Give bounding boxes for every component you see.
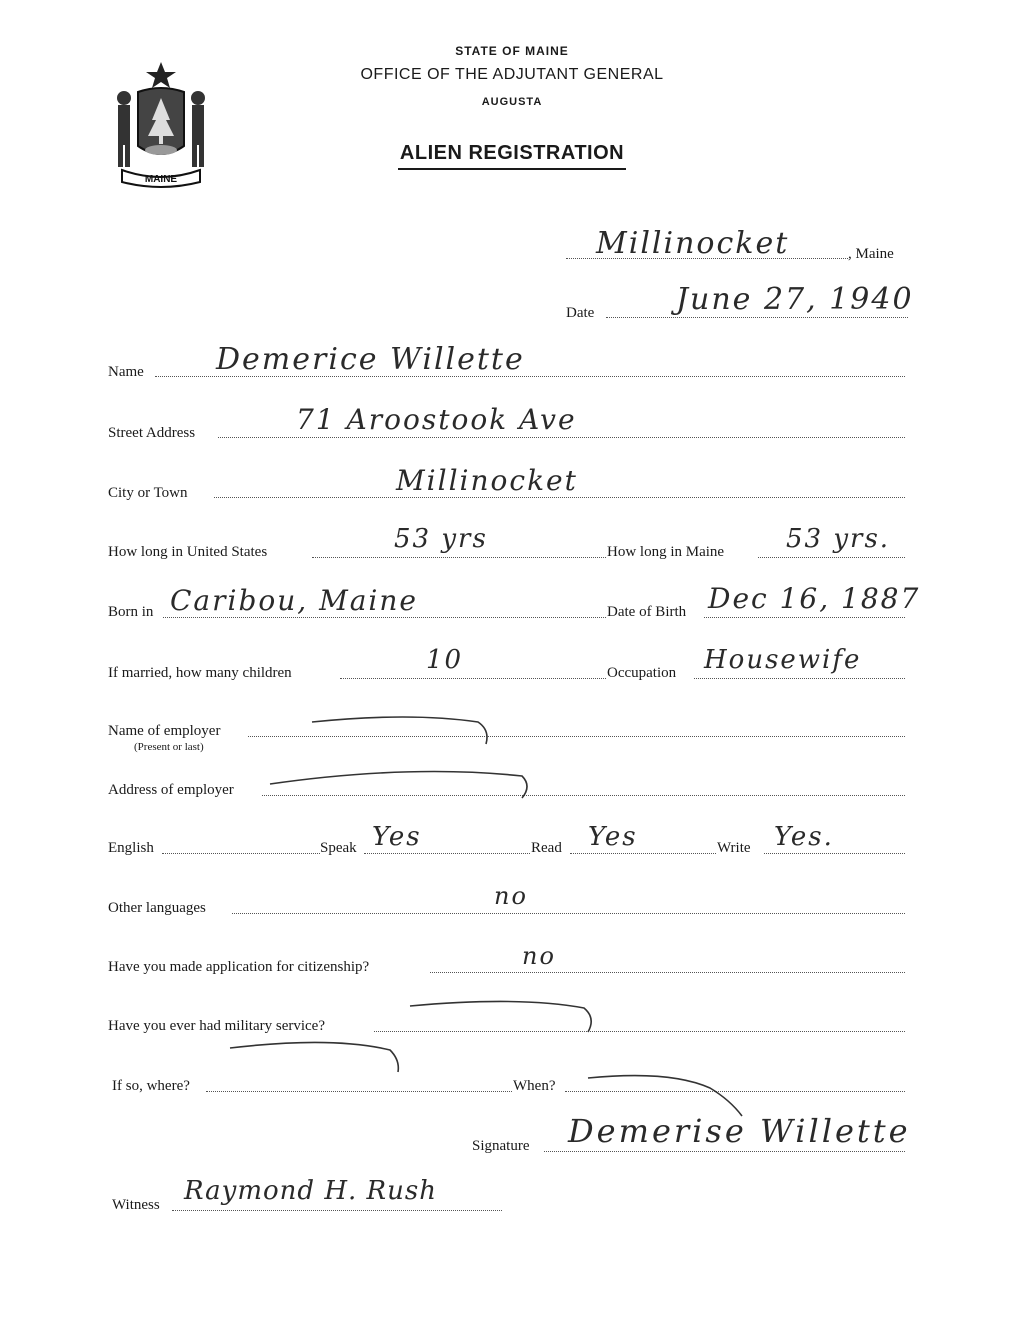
write-value: Yes. [774,822,834,852]
how-long-us-value: 53 yrs [394,524,488,554]
occupation-line [694,678,905,679]
city-heading: AUGUSTA [481,96,543,108]
children-value: 10 [426,645,464,675]
write-label: Write [717,840,751,856]
how-long-maine-line [758,557,905,558]
other-languages-line [232,913,905,914]
date-label: Date [566,305,595,321]
children-label: If married, how many children [108,665,292,681]
place-label: , Maine [848,246,894,262]
signature-value: Demerise Willette [568,1112,911,1150]
citizenship-label: Have you made application for citizenship? [108,959,370,975]
office-heading: OFFICE OF THE ADJUTANT GENERAL [360,66,664,83]
read-value: Yes [588,822,638,852]
date-value: June 27, 1940 [676,282,914,317]
citizenship-value: no [522,942,556,970]
date-of-birth-line [704,617,905,618]
city-town-line [214,497,905,498]
read-line [570,853,716,854]
date-of-birth-value: Dec 16, 1887 [708,582,921,615]
street-address-label: Street Address [108,425,196,441]
witness-value: Raymond H. Rush [184,1176,437,1206]
born-in-value: Caribou, Maine [170,584,418,617]
military-dash-icon [400,996,610,1038]
employer-name-dash-icon [300,712,500,752]
state-heading: STATE OF MAINE [455,44,569,58]
citizenship-line [430,972,905,973]
employer-address-label: Address of employer [108,782,234,798]
how-long-maine-value: 53 yrs. [786,524,891,554]
seal-label: MAINE [144,174,178,185]
signature-line [544,1151,905,1152]
date-of-birth-label: Date of Birth [607,604,687,620]
how-long-maine-label: How long in Maine [607,544,725,560]
when-label: When? [513,1078,556,1094]
employer-name-sublabel: (Present or last) [134,741,204,753]
place-value: Millinocket [596,226,790,261]
street-address-value: 71 Aroostook Ave [296,403,577,436]
where-label: If so, where? [112,1078,190,1094]
born-in-label: Born in [108,604,154,620]
city-town-label: City or Town [108,485,188,501]
speak-line [364,853,530,854]
name-value: Demerice Willette [216,342,525,377]
employer-address-dash-icon [260,764,540,804]
employer-name-label: Name of employer [108,723,221,739]
how-long-us-label: How long in United States [108,544,268,560]
witness-label: Witness [112,1197,160,1213]
other-languages-label: Other languages [108,900,206,916]
witness-line [172,1210,502,1211]
occupation-value: Housewife [704,645,862,675]
city-town-value: Millinocket [396,464,578,497]
speak-label: Speak [320,840,357,856]
read-label: Read [531,840,562,856]
how-long-us-line [312,557,606,558]
where-line [206,1091,512,1092]
form-title: ALIEN REGISTRATION [0,142,1024,165]
military-label: Have you ever had military service? [108,1018,325,1034]
write-line [764,853,905,854]
born-in-line [163,617,606,618]
date-line [606,317,908,318]
name-label: Name [108,364,144,380]
english-line [162,853,320,854]
english-label: English [108,840,154,856]
children-line [340,678,606,679]
where-dash-icon [222,1036,412,1078]
other-languages-value: no [494,882,528,910]
occupation-label: Occupation [607,665,677,681]
street-address-line [218,437,905,438]
signature-label: Signature [472,1138,530,1154]
speak-value: Yes [372,822,422,852]
